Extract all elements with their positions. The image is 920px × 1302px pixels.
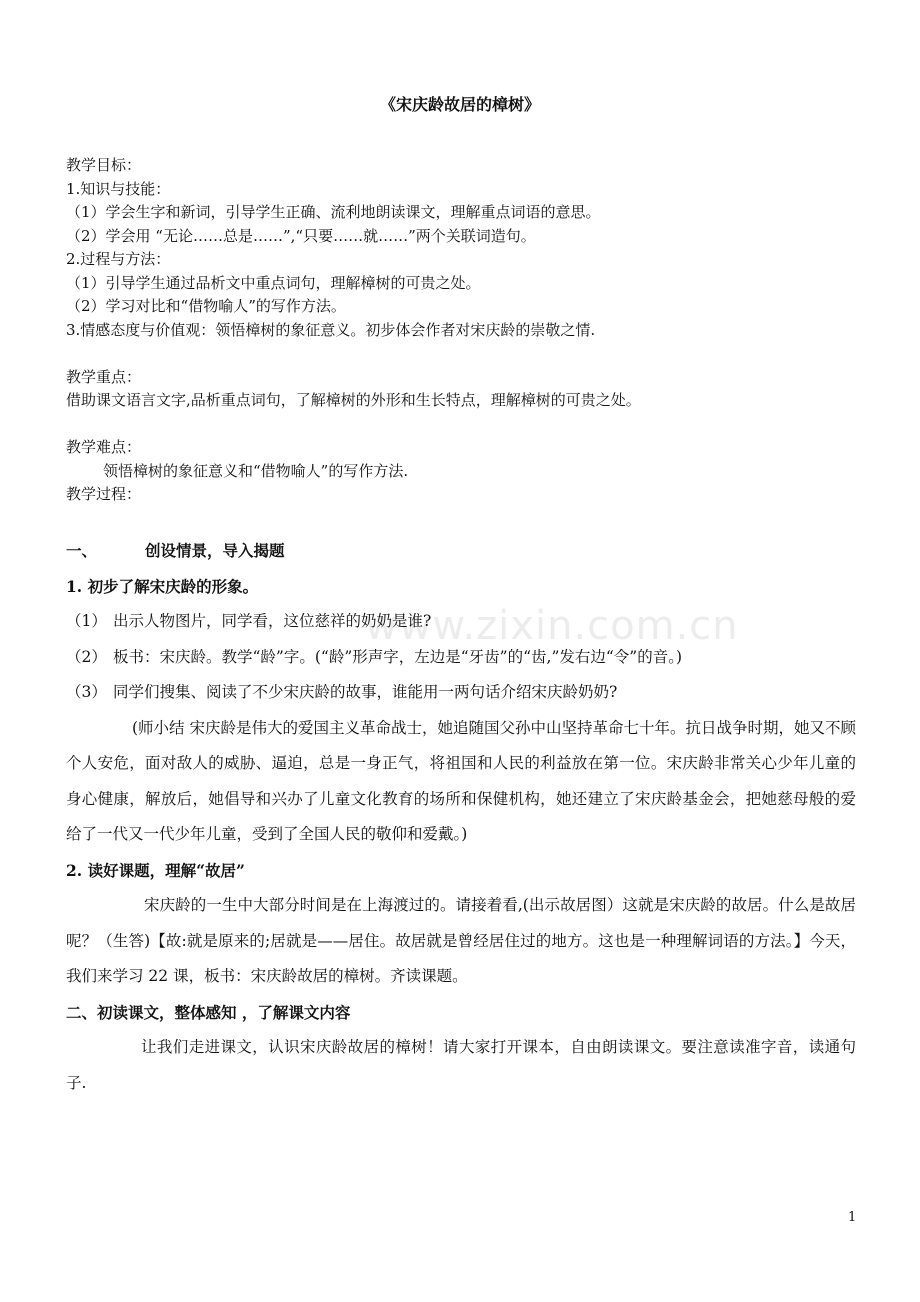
objective-process-1: （1）引导学生通过品析文中重点词句，理解樟树的可贵之处。 [66, 273, 481, 292]
objectives-heading: 教学目标： [66, 156, 142, 174]
list-item [66, 640, 856, 676]
spacer [66, 413, 866, 437]
difficulty-heading: 教学难点： [66, 438, 142, 456]
list-item-text: 板书：宋庆龄。教学“龄”字。(“龄”形声字，左边是“牙齿”的“齿,”发右边“令”的音。) [113, 647, 683, 666]
list-item [66, 675, 856, 711]
page-number: 1 [848, 1210, 857, 1225]
list-item [66, 604, 856, 640]
paragraph-reading: 让我们走进课文，认识宋庆龄故居的樟树！请大家打开课本，自由朗读课文。要注意读准字音，读通句子. [66, 1038, 856, 1092]
objectives-section [66, 154, 866, 507]
objective-knowledge-2: （2）学会用 “无论……总是……”,“只要……就……”两个关联词造句。 [66, 226, 536, 245]
part2-heading: 二、初读课文，整体感知 ，了解课文内容 [66, 1002, 351, 1022]
list-item-number: （3） [66, 683, 107, 701]
key-point-text: 借助课文语言文字,品析重点词句，了解樟树的外形和生长特点，理解樟树的可贵之处。 [66, 391, 641, 409]
process-heading: 教学过程： [66, 485, 142, 503]
spacer [66, 342, 866, 366]
objective-knowledge-1: （1）学会生字和新词，引导学生正确、流利地朗读课文，理解重点词语的意思。 [66, 203, 601, 221]
sub2-heading: 2. 读好课题，理解“故居” [66, 860, 245, 880]
list-item-text: 同学们搜集、阅读了不少宋庆龄的故事，谁能用一两句话介绍宋庆龄奶奶? [113, 683, 618, 701]
watermark: www.zixin.com.cn [365, 603, 739, 649]
objective-process-2: （2）学习对比和“借物喻人”的写作方法。 [66, 297, 346, 315]
part1-number: 一、 [66, 541, 98, 560]
objective-knowledge: 1.知识与技能： [66, 179, 171, 198]
sub1-heading: 1. 初步了解宋庆龄的形象。 [66, 576, 259, 596]
document-title: 《宋庆龄故居的樟树》 [379, 95, 540, 114]
part1-heading [66, 533, 856, 569]
objective-attitude: 3.情感态度与价值观：领悟樟树的象征意义。初步体会作者对宋庆龄的崇敬之情. [66, 320, 596, 339]
list-item-number: （2） [66, 647, 107, 666]
difficulty-text: 领悟樟树的象征意义和“借物喻人”的写作方法. [103, 461, 409, 480]
process-section [66, 533, 856, 1101]
paragraph-residence: 宋庆龄的一生中大部分时间是在上海渡过的。请接着看,(出示故居图）这就是宋庆龄的故居。什么是故居呢？（生答)【故:就是原来的;居就是——居住。故居就是曾经居住过的地方。这也是一种理解词语的方法。】今天，我们来学习 22 课，板书：宋庆龄故居的樟树。齐读课题。 [66, 896, 856, 985]
key-point-heading: 教学重点： [66, 367, 142, 386]
teacher-summary: (师小结 宋庆龄是伟大的爱国主义革命战士，她追随国父孙中山坚持革命七十年。抗日战争时期，她又不顾个人安危，面对敌人的威胁、逼迫，总是一身正气，将祖国和人民的利益放在第一位。宋庆龄非常关心少年儿童的身心健康，解放后，她倡导和兴办了儿童文化教育的场所和保健机构，她还建立了宋庆龄基金会，把她慈母般的爱给了一代又一代少年儿童，受到了全国人民的敬仰和爱戴。) [66, 718, 856, 843]
objective-process: 2.过程与方法： [66, 250, 171, 268]
list-item-text: 出示人物图片，同学看，这位慈祥的奶奶是谁? [113, 612, 432, 630]
list-item-number: （1） [66, 612, 107, 630]
part1-title: 创设情景，导入揭题 [145, 541, 285, 560]
